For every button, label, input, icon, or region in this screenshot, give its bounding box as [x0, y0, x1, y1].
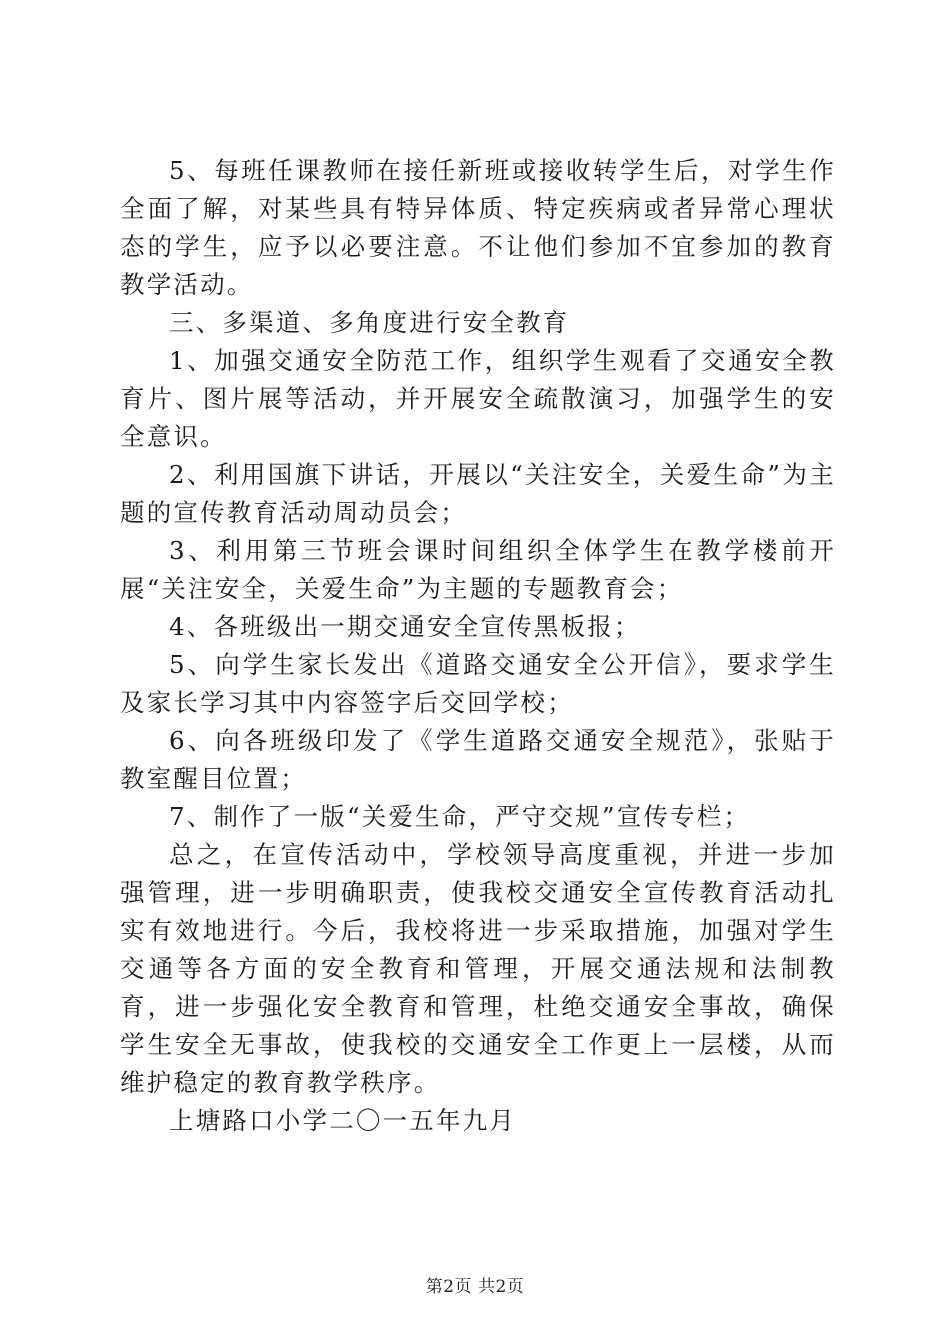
- paragraph-item-6: 6、向各班级印发了《学生道路交通安全规范》，张贴于教室醒目位置；: [120, 726, 836, 793]
- paragraph-item-2: 2、利用国旗下讲话，开展以“关注安全，关爱生命”为主题的宣传教育活动周动员会；: [120, 460, 836, 527]
- paragraph-item-5b: 5、向学生家长发出《道路交通安全公开信》，要求学生及家长学习其中内容签字后交回学校；: [120, 650, 836, 717]
- page-footer: 第2页 共2页: [425, 1277, 525, 1297]
- document-body: [120, 152, 836, 1140]
- paragraph-item-5: 5、每班任课教师在接任新班或接收转学生后，对学生作全面了解，对某些具有特异体质、特定疾病或者异常心理状态的学生，应予以必要注意。不让他们参加不宜参加的教育教学活动。: [120, 156, 836, 299]
- paragraph-item-3: 3、利用第三节班会课时间组织全体学生在教学楼前开展“关注安全，关爱生命”为主题的专题教育会；: [120, 536, 836, 603]
- paragraph-item-1: 1、加强交通安全防范工作，组织学生观看了交通安全教育片、图片展等活动，并开展安全疏散演习，加强学生的安全意识。: [120, 346, 836, 451]
- section-heading: 三、多渠道、多角度进行安全教育: [169, 308, 570, 337]
- signature-line: 上塘路口小学二〇一五年九月: [169, 1106, 517, 1135]
- paragraph-item-7: 7、制作了一版“关爱生命，严守交规”宣传专栏；: [169, 802, 751, 831]
- paragraph-item-4: 4、各班级出一期交通安全宣传黑板报；: [169, 612, 641, 641]
- summary-paragraph: 总之，在宣传活动中，学校领导高度重视，并进一步加强管理，进一步明确职责，使我校交通安全宣传教育活动扎实有效地进行。今后，我校将进一步采取措施，加强对学生交通等各方面的安全教育和管理，开展交通法规和法制教育，进一步强化安全教育和管理，杜绝交通安全事故，确保学生安全无事故，使我校的交通安全工作更上一层楼，从而维护稳定的教育教学秩序。: [120, 840, 836, 1097]
